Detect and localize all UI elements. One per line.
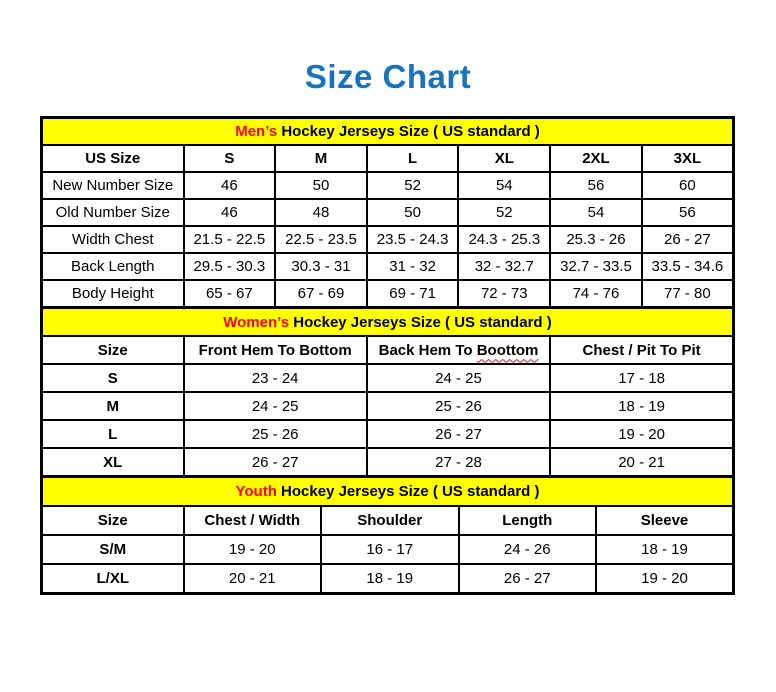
table-cell: 77 - 80 [642, 280, 734, 308]
table-cell: 19 - 20 [184, 535, 322, 564]
table-row [42, 448, 734, 477]
column-header: Sleeve [596, 506, 734, 535]
column-header: Size [42, 336, 184, 364]
table-cell: 23 - 24 [184, 364, 367, 392]
table-row [42, 172, 734, 199]
table-cell: 18 - 19 [550, 392, 733, 420]
row-label: S [42, 364, 184, 392]
column-header-row [42, 506, 734, 535]
table-cell: 54 [458, 172, 550, 199]
table-cell: 25 - 26 [367, 392, 550, 420]
section-title-accent: Youth [235, 483, 277, 500]
column-header: Length [459, 506, 597, 535]
table-cell: 46 [184, 172, 276, 199]
table-row [42, 226, 734, 253]
table-cell: 74 - 76 [550, 280, 642, 308]
section-title-accent: Women’s [223, 313, 290, 331]
table-cell: 65 - 67 [184, 280, 276, 308]
section-band-row [42, 118, 734, 146]
table-cell: 25 - 26 [184, 420, 367, 448]
table-cell: 50 [367, 199, 459, 226]
size-tables-container [40, 116, 735, 595]
table-cell: 52 [367, 172, 459, 199]
table-cell: 31 - 32 [367, 253, 459, 280]
table-row [42, 564, 734, 594]
row-label: L [42, 420, 184, 448]
table-cell: 25.3 - 26 [550, 226, 642, 253]
table-cell: 26 - 27 [642, 226, 734, 253]
mens-section-title [42, 118, 734, 146]
table-cell: 18 - 19 [321, 564, 459, 594]
table-row [42, 253, 734, 280]
row-label: Old Number Size [42, 199, 184, 226]
table-row [42, 535, 734, 564]
column-header: L [367, 145, 459, 172]
table-row [42, 392, 734, 420]
table-cell: 19 - 20 [596, 564, 734, 594]
table-cell: 29.5 - 30.3 [184, 253, 276, 280]
row-label: S/M [42, 535, 184, 564]
section-title-text: Hockey Jerseys Size ( US standard ) [277, 123, 540, 140]
table-cell: 21.5 - 22.5 [184, 226, 276, 253]
table-cell: 24 - 26 [459, 535, 597, 564]
table-cell: 69 - 71 [367, 280, 459, 308]
column-header-row [42, 145, 734, 172]
section-band-row [42, 308, 734, 337]
section-band-row [42, 477, 734, 507]
table-cell: 50 [275, 172, 367, 199]
table-cell: 48 [275, 199, 367, 226]
column-header: Chest / Width [184, 506, 322, 535]
table-cell: 18 - 19 [596, 535, 734, 564]
column-header: Chest / Pit To Pit [550, 336, 733, 364]
column-header-row [42, 336, 734, 364]
column-header: 3XL [642, 145, 734, 172]
womens-section-title [42, 308, 734, 337]
table-cell: 56 [642, 199, 734, 226]
table-cell: 24.3 - 25.3 [458, 226, 550, 253]
section-title-text: Hockey Jerseys Size ( US standard ) [289, 313, 552, 331]
table-cell: 26 - 27 [367, 420, 550, 448]
table-cell: 72 - 73 [458, 280, 550, 308]
row-label: XL [42, 448, 184, 477]
table-cell: 26 - 27 [459, 564, 597, 594]
row-label: New Number Size [42, 172, 184, 199]
row-label: Body Height [42, 280, 184, 308]
row-label: M [42, 392, 184, 420]
table-row [42, 199, 734, 226]
table-cell: 20 - 21 [184, 564, 322, 594]
table-cell: 19 - 20 [550, 420, 733, 448]
table-cell: 54 [550, 199, 642, 226]
table-cell: 46 [184, 199, 276, 226]
youth-section-title [42, 477, 734, 507]
table-row [42, 420, 734, 448]
column-header: US Size [42, 145, 184, 172]
table-cell: 22.5 - 23.5 [275, 226, 367, 253]
row-label: L/XL [42, 564, 184, 594]
column-header: XL [458, 145, 550, 172]
table-cell: 16 - 17 [321, 535, 459, 564]
table-cell: 23.5 - 24.3 [367, 226, 459, 253]
mens-size-table [40, 116, 735, 309]
table-cell: 26 - 27 [184, 448, 367, 477]
table-cell: 32 - 32.7 [458, 253, 550, 280]
table-cell: 24 - 25 [184, 392, 367, 420]
row-label: Width Chest [42, 226, 184, 253]
row-label: Back Length [42, 253, 184, 280]
column-header: Shoulder [321, 506, 459, 535]
column-header: Size [42, 506, 184, 535]
column-header: S [184, 145, 276, 172]
table-cell: 32.7 - 33.5 [550, 253, 642, 280]
table-cell: 67 - 69 [275, 280, 367, 308]
column-header: M [275, 145, 367, 172]
section-title-text: Hockey Jerseys Size ( US standard ) [276, 483, 540, 500]
table-cell: 30.3 - 31 [275, 253, 367, 280]
table-cell: 60 [642, 172, 734, 199]
table-cell: 33.5 - 34.6 [642, 253, 734, 280]
table-cell: 27 - 28 [367, 448, 550, 477]
youth-size-table [40, 475, 735, 595]
table-cell: 20 - 21 [550, 448, 733, 477]
column-header: Front Hem To Bottom [184, 336, 367, 364]
misspelled-word: Boottom [476, 341, 539, 359]
table-row [42, 364, 734, 392]
page-title: Size Chart [304, 58, 472, 95]
column-header: 2XL [550, 145, 642, 172]
table-cell: 24 - 25 [367, 364, 550, 392]
column-header [367, 336, 550, 364]
table-cell: 17 - 18 [550, 364, 733, 392]
section-title-accent: Men’s [235, 123, 278, 140]
table-cell: 52 [458, 199, 550, 226]
column-header-text: Back Hem To [378, 341, 477, 359]
womens-size-table [40, 306, 735, 478]
table-row [42, 280, 734, 308]
table-cell: 56 [550, 172, 642, 199]
